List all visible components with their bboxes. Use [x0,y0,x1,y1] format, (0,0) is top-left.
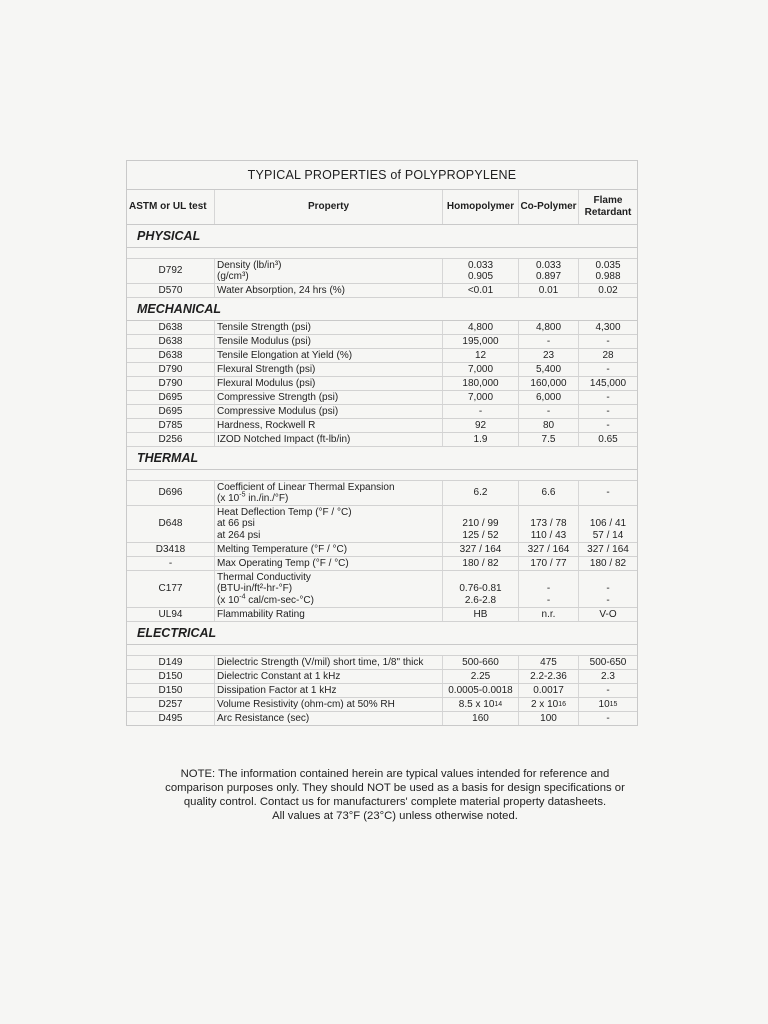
value-line: 2.6-2.8 [464,594,497,606]
test-cell: - [127,557,215,570]
copolymer-cell: 327 / 164 [519,543,579,556]
table-row [127,571,637,608]
property-line: (g/cm³) [217,271,249,282]
property-cell: Flammability Rating [215,608,443,621]
flame-retardant-cell: - [606,405,610,417]
test-cell: D570 [127,284,215,297]
flame-retardant-cell: 180 / 82 [589,557,627,569]
test-cell: D3418 [127,543,215,556]
copolymer-cell [519,571,579,607]
header-homopolymer: Homopolymer [443,190,519,224]
table-row [127,433,637,447]
homopolymer-cell: 8.5 x 10 14 [443,698,519,711]
property-cell [215,481,443,505]
property-cell: Flexural Modulus (psi) [215,377,443,390]
text-part: in./in./°F) [245,493,289,504]
flame-retardant-cell: 28 [602,349,614,361]
test-cell: D150 [127,670,215,683]
flame-retardant-cell: V-O [599,608,617,620]
homopolymer-cell: HB [443,608,519,621]
table-title: TYPICAL PROPERTIES of POLYPROPYLENE [127,161,637,190]
value-line: - [546,594,551,606]
homopolymer-cell: 0.0005-0.0018 [443,684,519,697]
property-cell [215,506,443,542]
flame-retardant-cell: 4,300 [595,321,621,333]
spacer-row [127,248,637,259]
test-cell: D150 [127,684,215,697]
homopolymer-cell [443,259,519,283]
property-cell: Volume Resistivity (ohm-cm) at 50% RH [215,698,443,711]
text-part: cal/cm-sec-°C) [245,594,314,606]
flame-retardant-cell [579,571,637,607]
note-line: comparison purposes only. They should NOT be used as a basis for design specifications or [165,782,625,794]
text-part: 2 x 10 [530,698,559,710]
homopolymer-cell: 7,000 [443,391,519,404]
property-cell [215,259,443,283]
property-cell: Arc Resistance (sec) [215,712,443,725]
test-cell: D648 [127,506,215,542]
copolymer-cell: 23 [519,349,579,362]
value-line: 0.033 [535,259,562,271]
superscript: -4 [239,593,246,601]
test-cell: D790 [127,377,215,390]
property-cell: Water Absorption, 24 hrs (%) [215,284,443,297]
table-row [127,349,637,363]
homopolymer-cell: 1.9 [443,433,519,446]
table-row [127,419,637,433]
copolymer-cell: n.r. [519,608,579,621]
value-line: 57 / 14 [592,529,624,541]
property-line: Density (lb/in³) [217,259,282,271]
test-cell: D695 [127,391,215,404]
table-row [127,391,637,405]
value-line: 0.905 [467,271,494,282]
value-line: - [546,583,551,594]
table-row [127,377,637,391]
copolymer-cell: 5,400 [519,363,579,376]
property-cell: Flexural Strength (psi) [215,363,443,376]
table-row [127,481,637,506]
homopolymer-cell: <0.01 [443,284,519,297]
copolymer-cell: 0.0017 [519,684,579,697]
homopolymer-cell: 6.2 [443,481,519,505]
table-row [127,506,637,543]
copolymer-cell: 4,800 [519,321,579,334]
test-cell: D785 [127,419,215,432]
copolymer-cell: 6.6 [519,481,579,505]
flame-retardant-cell: 327 / 164 [587,543,629,555]
homopolymer-cell [443,571,519,607]
table-row [127,684,637,698]
value-line: 0.897 [535,271,562,282]
header-flame-retardant [579,190,637,224]
property-line: Heat Deflection Temp (°F / °C) [217,506,352,518]
homopolymer-cell: 180,000 [443,377,519,390]
mechanical-rows [127,321,637,447]
properties-table [126,160,638,726]
value-line: 173 / 78 [530,518,567,529]
table-row [127,363,637,377]
property-cell: Dissipation Factor at 1 kHz [215,684,443,697]
table-row [127,321,637,335]
test-cell: D638 [127,349,215,362]
test-cell: D256 [127,433,215,446]
table-row [127,543,637,557]
copolymer-cell: 100 [519,712,579,725]
flame-retardant-cell: - [606,363,610,375]
header-flame-line2: Retardant [584,207,632,218]
property-cell: Tensile Elongation at Yield (%) [215,349,443,362]
test-cell: D257 [127,698,215,711]
property-cell: Melting Temperature (°F / °C) [215,543,443,556]
flame-retardant-cell: 0.02 [598,284,618,296]
value-line: 110 / 43 [530,529,567,541]
text-part: 8.5 x 10 [458,698,495,710]
property-cell: Dielectric Constant at 1 kHz [215,670,443,683]
test-cell: D695 [127,405,215,418]
property-line: Thermal Conductivity [217,571,311,583]
property-cell: Hardness, Rockwell R [215,419,443,432]
flame-retardant-cell: - [606,335,610,347]
test-cell: D495 [127,712,215,725]
property-cell [215,571,443,607]
test-cell: D638 [127,335,215,348]
value-line: 210 / 99 [462,518,499,529]
value-line: 0.035 [595,259,621,271]
table-row [127,557,637,571]
property-cell: Compressive Modulus (psi) [215,405,443,418]
property-line: Coefficient of Linear Thermal Expansion [217,481,395,493]
property-cell: Dielectric Strength (V/mil) short time, 1/8" thick [215,656,443,669]
test-cell: D792 [127,259,215,283]
copolymer-cell [519,506,579,542]
table-row [127,670,637,684]
property-cell: IZOD Notched Impact (ft-lb/in) [215,433,443,446]
value-line: - [606,594,610,606]
flame-retardant-cell: - [606,391,610,403]
flame-retardant-cell: 2.3 [601,670,615,682]
flame-retardant-cell: - [606,712,610,724]
flame-retardant-cell: - [606,419,610,431]
table-row [127,284,637,298]
section-electrical: ELECTRICAL [127,622,637,645]
homopolymer-cell: 2.25 [443,670,519,683]
header-flame-line1: Flame [593,195,623,206]
copolymer-cell: 80 [519,419,579,432]
copolymer-cell: 0.01 [519,284,579,297]
spacer-row [127,645,637,656]
note-line: All values at 73°F (23°C) unless otherwise noted. [272,810,518,822]
homopolymer-cell: 7,000 [443,363,519,376]
test-cell: D149 [127,656,215,669]
table-row [127,608,637,622]
homopolymer-cell: 327 / 164 [443,543,519,556]
copolymer-cell [519,259,579,283]
property-cell: Tensile Strength (psi) [215,321,443,334]
header-row [127,190,637,225]
flame-retardant-cell: - [606,487,610,499]
section-physical: PHYSICAL [127,225,637,248]
value-line: 0.988 [595,271,621,282]
header-copolymer: Co-Polymer [519,190,579,224]
property-line [217,493,288,505]
note-line: quality control. Contact us for manufacturers' complete material property datasheets. [183,796,607,808]
homopolymer-cell [443,506,519,542]
copolymer-cell: 7.5 [519,433,579,446]
property-cell: Tensile Modulus (psi) [215,335,443,348]
homopolymer-cell: 500-660 [443,656,519,669]
footnote [140,767,650,823]
spacer-row [127,470,637,481]
test-cell: C177 [127,571,215,607]
table-row [127,335,637,349]
copolymer-cell: 160,000 [519,377,579,390]
section-thermal: THERMAL [127,447,637,470]
value-line: 125 / 52 [462,529,499,541]
test-cell: UL94 [127,608,215,621]
value-line: - [606,583,610,594]
homopolymer-cell: 180 / 82 [443,557,519,570]
homopolymer-cell: 160 [443,712,519,725]
property-line: at 264 psi [217,529,261,541]
note-line: NOTE: The information contained herein are typical values intended for reference and [180,768,610,780]
header-property: Property [215,190,443,224]
flame-retardant-cell: - [606,684,610,696]
flame-retardant-cell: 10 15 [598,698,618,710]
table-row [127,656,637,670]
property-cell: Max Operating Temp (°F / °C) [215,557,443,570]
table-row [127,405,637,419]
test-cell: D790 [127,363,215,376]
property-line: (BTU-in/ft²-hr-°F) [217,583,293,595]
table-row [127,712,637,725]
copolymer-cell: 6,000 [519,391,579,404]
copolymer-cell: 475 [519,656,579,669]
homopolymer-cell: 12 [443,349,519,362]
copolymer-cell: - [519,335,579,348]
table-row [127,698,637,712]
property-cell: Compressive Strength (psi) [215,391,443,404]
homopolymer-cell: - [443,405,519,418]
value-line: 0.033 [467,259,494,271]
text-part: (x 10 [217,493,240,504]
homopolymer-cell: 195,000 [443,335,519,348]
copolymer-cell: 2.2-2.36 [519,670,579,683]
text-part: (x 10 [217,594,240,606]
test-cell: D696 [127,481,215,505]
homopolymer-cell: 4,800 [443,321,519,334]
copolymer-cell: 170 / 77 [519,557,579,570]
value-line: 106 / 41 [589,518,627,529]
property-line [217,595,314,607]
property-line: at 66 psi [217,518,255,530]
copolymer-cell: 2 x 10 16 [519,698,579,711]
flame-retardant-cell [579,259,637,283]
homopolymer-cell: 92 [443,419,519,432]
table-row [127,259,637,284]
value-line: 0.76-0.81 [459,583,502,594]
flame-retardant-cell: 145,000 [589,377,627,389]
test-cell: D638 [127,321,215,334]
flame-retardant-cell: 0.65 [598,433,618,445]
flame-retardant-cell: 500-650 [589,656,627,668]
flame-retardant-cell [579,506,637,542]
header-test: ASTM or UL test [127,190,215,224]
superscript: -5 [239,491,246,499]
text-part: 10 [598,698,610,710]
section-mechanical: MECHANICAL [127,298,637,321]
copolymer-cell: - [519,405,579,418]
